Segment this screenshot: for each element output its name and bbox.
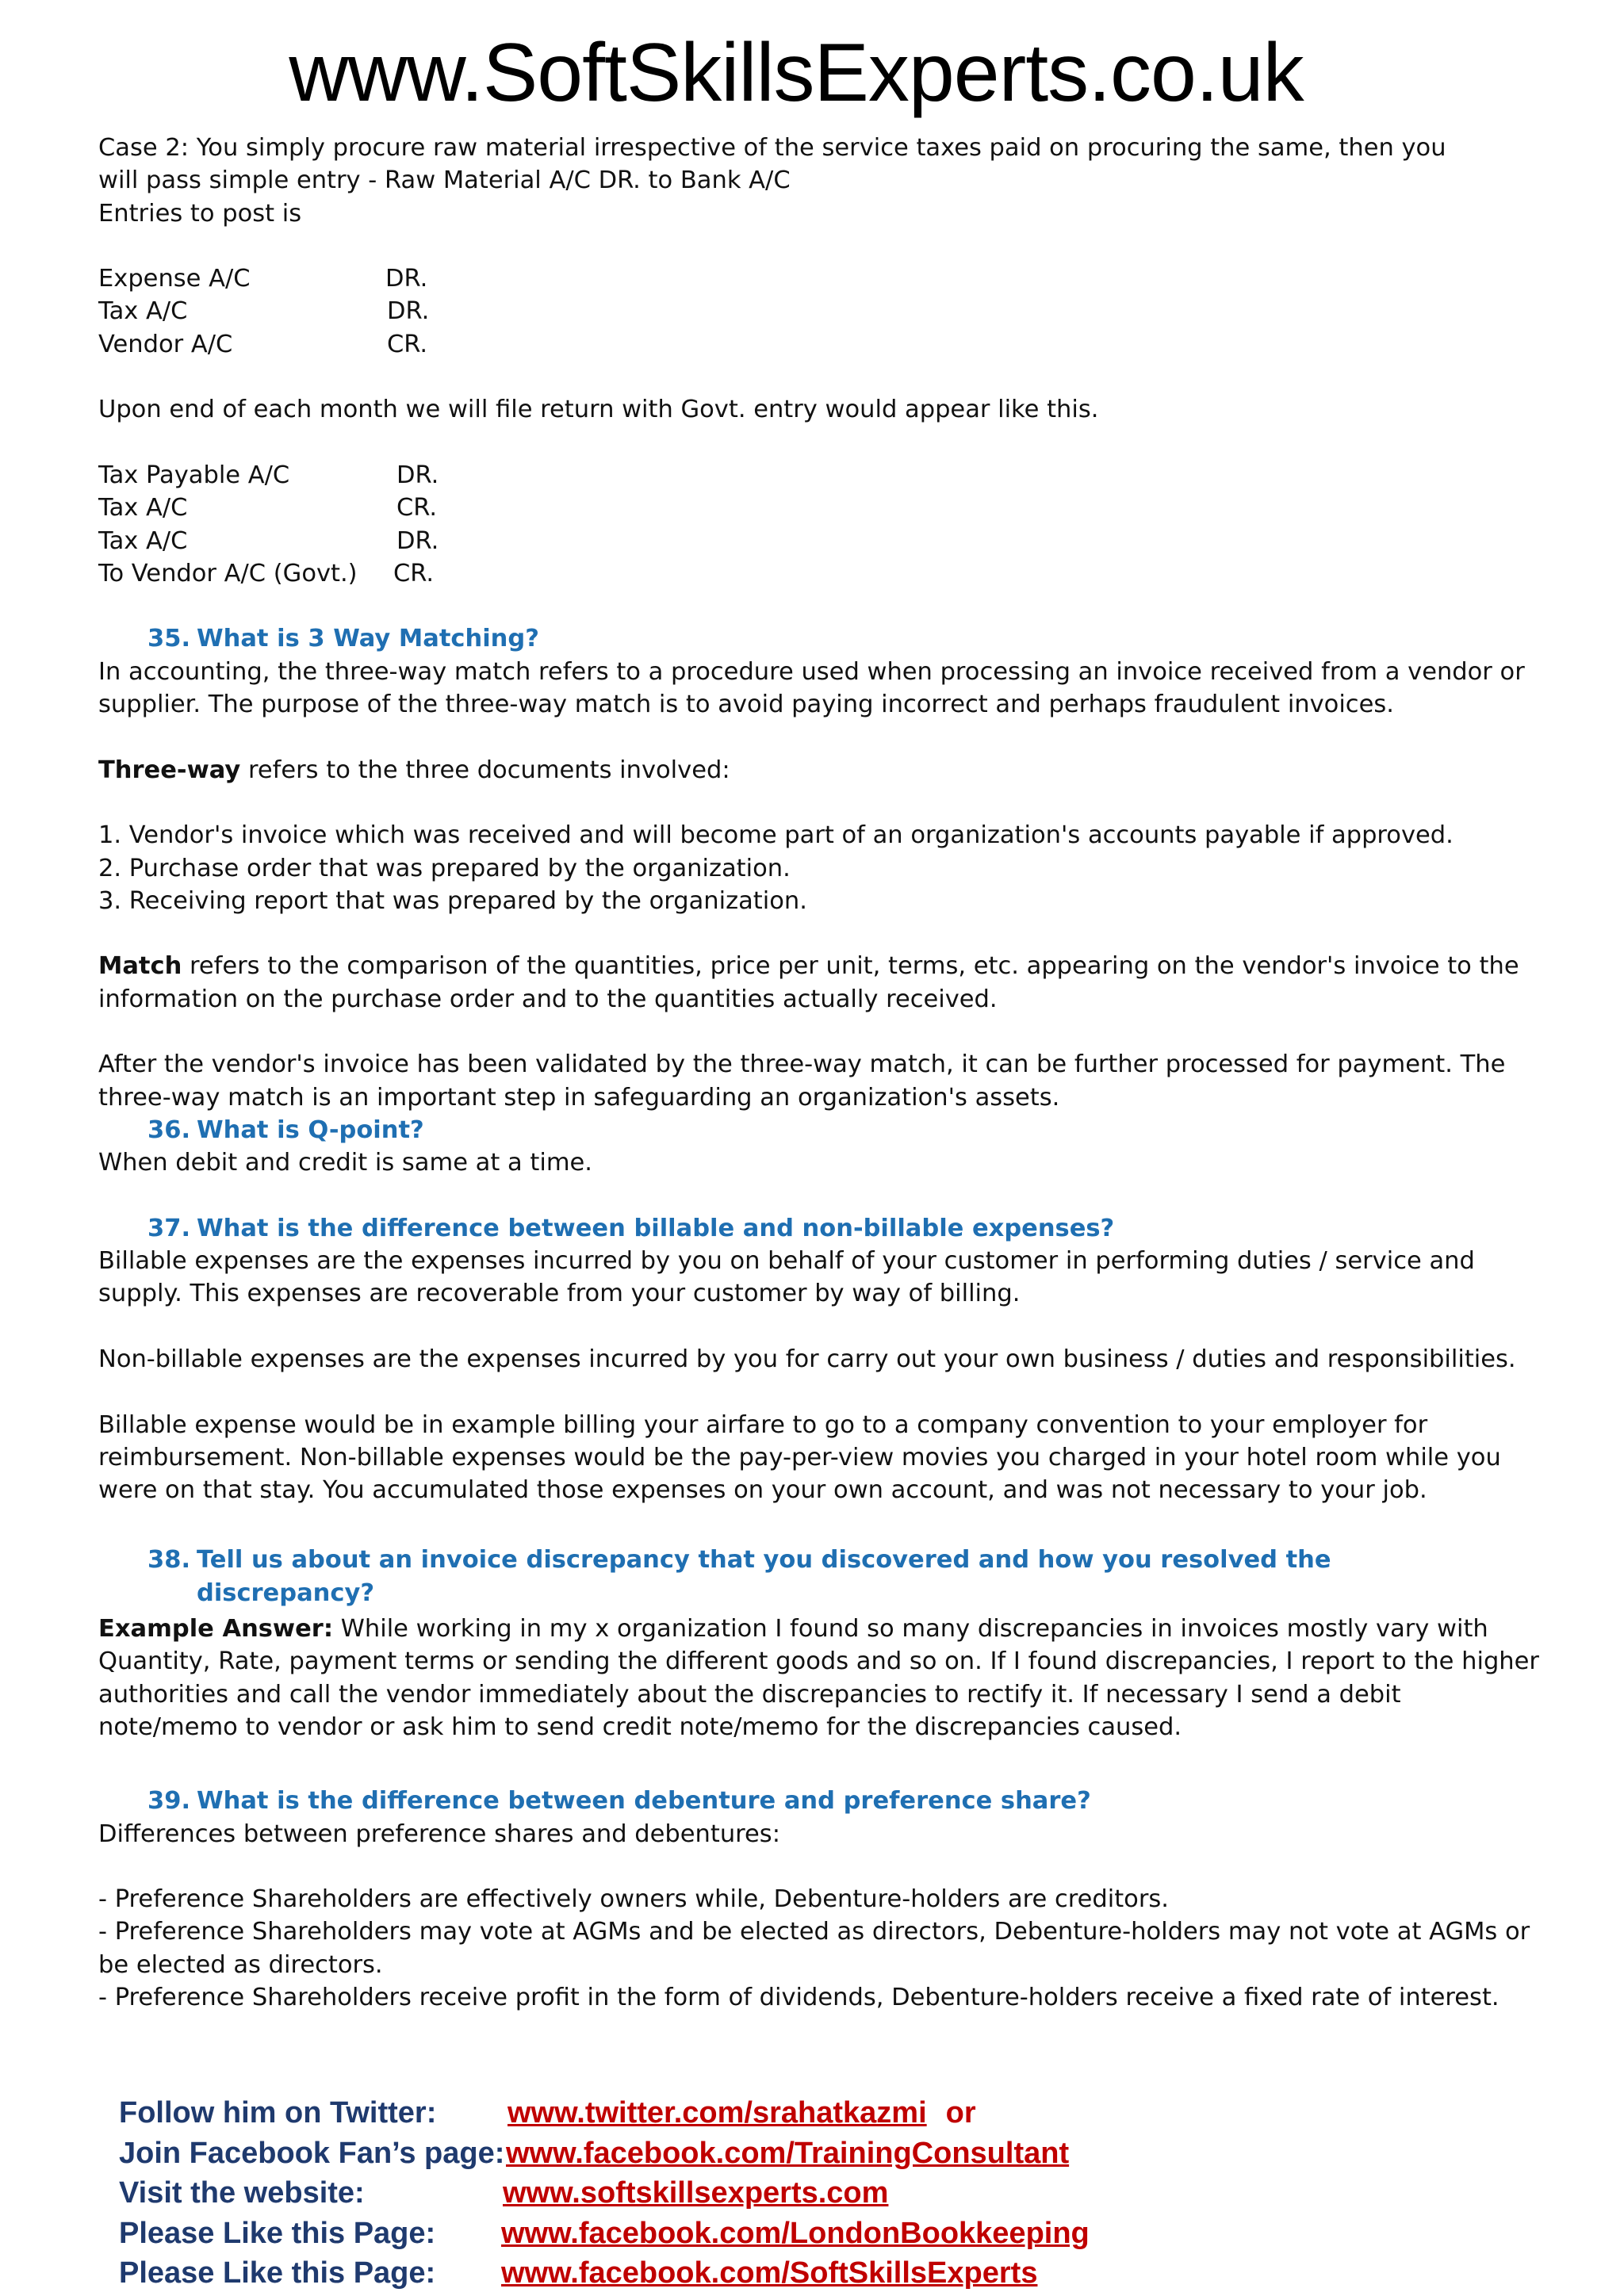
website-link[interactable]: www.softskillsexperts.com bbox=[503, 2176, 889, 2210]
question-35-heading bbox=[98, 622, 1542, 655]
entry-account: Tax A/C bbox=[98, 526, 188, 555]
footer-links bbox=[119, 2093, 1546, 2294]
entry-type: DR. bbox=[396, 526, 439, 555]
london-bookkeeping-link[interactable]: www.facebook.com/LondonBookkeeping bbox=[501, 2216, 1090, 2250]
question-38-heading bbox=[98, 1544, 1542, 1609]
question-37-heading bbox=[98, 1212, 1542, 1245]
entry-type: DR. bbox=[387, 297, 430, 326]
footer-or: or bbox=[945, 2096, 976, 2130]
match-term: Match bbox=[98, 952, 182, 981]
facebook-fan-page-link[interactable]: www.facebook.com/TrainingConsultant bbox=[506, 2136, 1070, 2170]
question-title: What is Q-point? bbox=[197, 1115, 424, 1144]
question-title: What is the difference between billable and non-billable expenses? bbox=[197, 1214, 1115, 1242]
q39-intro: Differences between preference shares and debentures: bbox=[98, 1820, 780, 1848]
journal-entry bbox=[98, 295, 1542, 327]
footer-row bbox=[119, 2173, 1546, 2214]
footer-label: Follow him on Twitter: bbox=[119, 2096, 437, 2130]
entry-account: Vendor A/C bbox=[98, 330, 233, 358]
entry-type: CR. bbox=[393, 559, 435, 587]
answer-label: Example Answer: bbox=[98, 1615, 334, 1644]
question-36-heading bbox=[98, 1114, 1542, 1146]
softskills-experts-link[interactable]: www.facebook.com/SoftSkillsExperts bbox=[501, 2256, 1038, 2290]
list-item: - Preference Shareholders are effectively owners while, Debenture-holders are creditors. bbox=[98, 1885, 1169, 1914]
question-number: 39. bbox=[147, 1787, 191, 1816]
entry-type: CR. bbox=[387, 330, 428, 358]
question-title: Tell us about an invoice discrepancy that you discovered and how you resolved the discrepancy? bbox=[197, 1546, 1331, 1607]
question-number: 37. bbox=[147, 1214, 191, 1242]
threeway-definition: refers to the three documents involved: bbox=[240, 756, 730, 784]
q35-after: After the vendor's invoice has been validated by the three-way match, it can be further processed for payment. The three-way match is an important step in safeguarding an organization's assets. bbox=[98, 1050, 1506, 1112]
q35-threeway bbox=[98, 754, 1542, 786]
journal-entry bbox=[98, 525, 1542, 557]
footer-row bbox=[119, 2133, 1546, 2174]
site-title: www.SoftSkillsExperts.co.uk bbox=[289, 27, 1304, 119]
entry-account: Expense A/C bbox=[98, 265, 251, 293]
document-body bbox=[98, 132, 1542, 2014]
journal-entry bbox=[98, 262, 1542, 295]
entry-account: Tax Payable A/C bbox=[98, 461, 290, 489]
entry-type: CR. bbox=[396, 494, 438, 522]
footer-label: Join Facebook Fan’s page: bbox=[119, 2136, 505, 2170]
journal-entry bbox=[98, 492, 1542, 524]
question-number: 36. bbox=[147, 1115, 191, 1144]
case2-line-2: will pass simple entry - Raw Material A/C DR. to Bank A/C bbox=[98, 166, 791, 195]
threeway-term: Three-way bbox=[98, 756, 241, 784]
list-item: - Preference Shareholders receive profit in the form of dividends, Debenture-holders receive a fixed rate of interest. bbox=[98, 1984, 1500, 2012]
journal-entry bbox=[98, 557, 1542, 590]
entry-account: Tax A/C bbox=[98, 297, 188, 326]
q37-paragraph-3: Billable expense would be in example billing your airfare to go to a company convention to your employer for reimbursement. Non-billable expenses would be the pay-per-view movies you charged in your hotel room while you were on that stay. You accumulated those expenses on your own account, and was not necessary to your job. bbox=[98, 1410, 1501, 1505]
q35-intro: In accounting, the three-way match refers to a procedure used when processing an invoice received from a vendor or supplier. The purpose of the three-way match is to avoid paying incorrect and perhaps fraudulent invoices. bbox=[98, 657, 1525, 719]
match-definition: refers to the comparison of the quantities, price per unit, terms, etc. appearing on the vendor's invoice to the information on the purchase order and to the quantities actually received. bbox=[98, 952, 1519, 1013]
q37-paragraph-2: Non-billable expenses are the expenses incurred by you for carry out your own business / duties and responsibilities. bbox=[98, 1345, 1516, 1373]
footer-row bbox=[119, 2093, 1546, 2133]
footer-row bbox=[119, 2214, 1546, 2254]
answer-text: While working in my x organization I found so many discrepancies in invoices mostly vary with Quantity, Rate, payment terms or sending the different goods and so on. If I found discrepancies, I report to the higher authorities and call the vendor immediately about the discrepancies to rectify it. If necessary I send a debit note/memo to vendor or ask him to send credit note/memo for the discrepancies caused. bbox=[98, 1615, 1539, 1741]
case2-line-1: Case 2: You simply procure raw material irrespective of the service taxes paid on procuring the same, then you bbox=[98, 134, 1446, 162]
list-item: - Preference Shareholders may vote at AGMs and be elected as directors, Debenture-holders may not vote at AGMs or be elected as directors. bbox=[98, 1918, 1530, 1979]
question-number: 35. bbox=[147, 625, 191, 653]
footer-label: Please Like this Page: bbox=[119, 2216, 436, 2250]
twitter-link[interactable]: www.twitter.com/srahatkazmi bbox=[508, 2096, 927, 2130]
case2-line-3: Entries to post is bbox=[98, 199, 302, 228]
question-39-heading bbox=[98, 1785, 1542, 1817]
question-title: What is the difference between debenture and preference share? bbox=[197, 1787, 1091, 1816]
list-item: 3. Receiving report that was prepared by the organization. bbox=[98, 886, 807, 915]
entry-account: Tax A/C bbox=[98, 494, 188, 522]
monthend-text: Upon end of each month we will file return with Govt. entry would appear like this. bbox=[98, 396, 1099, 424]
question-number: 38. bbox=[147, 1546, 191, 1575]
q38-answer bbox=[98, 1613, 1542, 1743]
question-title: What is 3 Way Matching? bbox=[197, 625, 539, 653]
entry-account: To Vendor A/C (Govt.) bbox=[98, 559, 358, 587]
footer-row bbox=[119, 2253, 1546, 2294]
entry-type: DR. bbox=[396, 461, 439, 489]
list-item: 1. Vendor's invoice which was received and will become part of an organization's accounts payable if approved. bbox=[98, 821, 1454, 850]
q36-answer: When debit and credit is same at a time. bbox=[98, 1149, 593, 1177]
entry-type: DR. bbox=[385, 265, 428, 293]
q37-paragraph-1: Billable expenses are the expenses incurred by you on behalf of your customer in performing duties / service and supply. This expenses are recoverable from your customer by way of billing. bbox=[98, 1247, 1475, 1308]
list-item: 2. Purchase order that was prepared by the organization. bbox=[98, 854, 791, 882]
journal-entry bbox=[98, 328, 1542, 361]
footer-label: Visit the website: bbox=[119, 2176, 365, 2210]
footer-label: Please Like this Page: bbox=[119, 2256, 436, 2290]
journal-entry bbox=[98, 459, 1542, 492]
q35-match bbox=[98, 950, 1542, 1016]
